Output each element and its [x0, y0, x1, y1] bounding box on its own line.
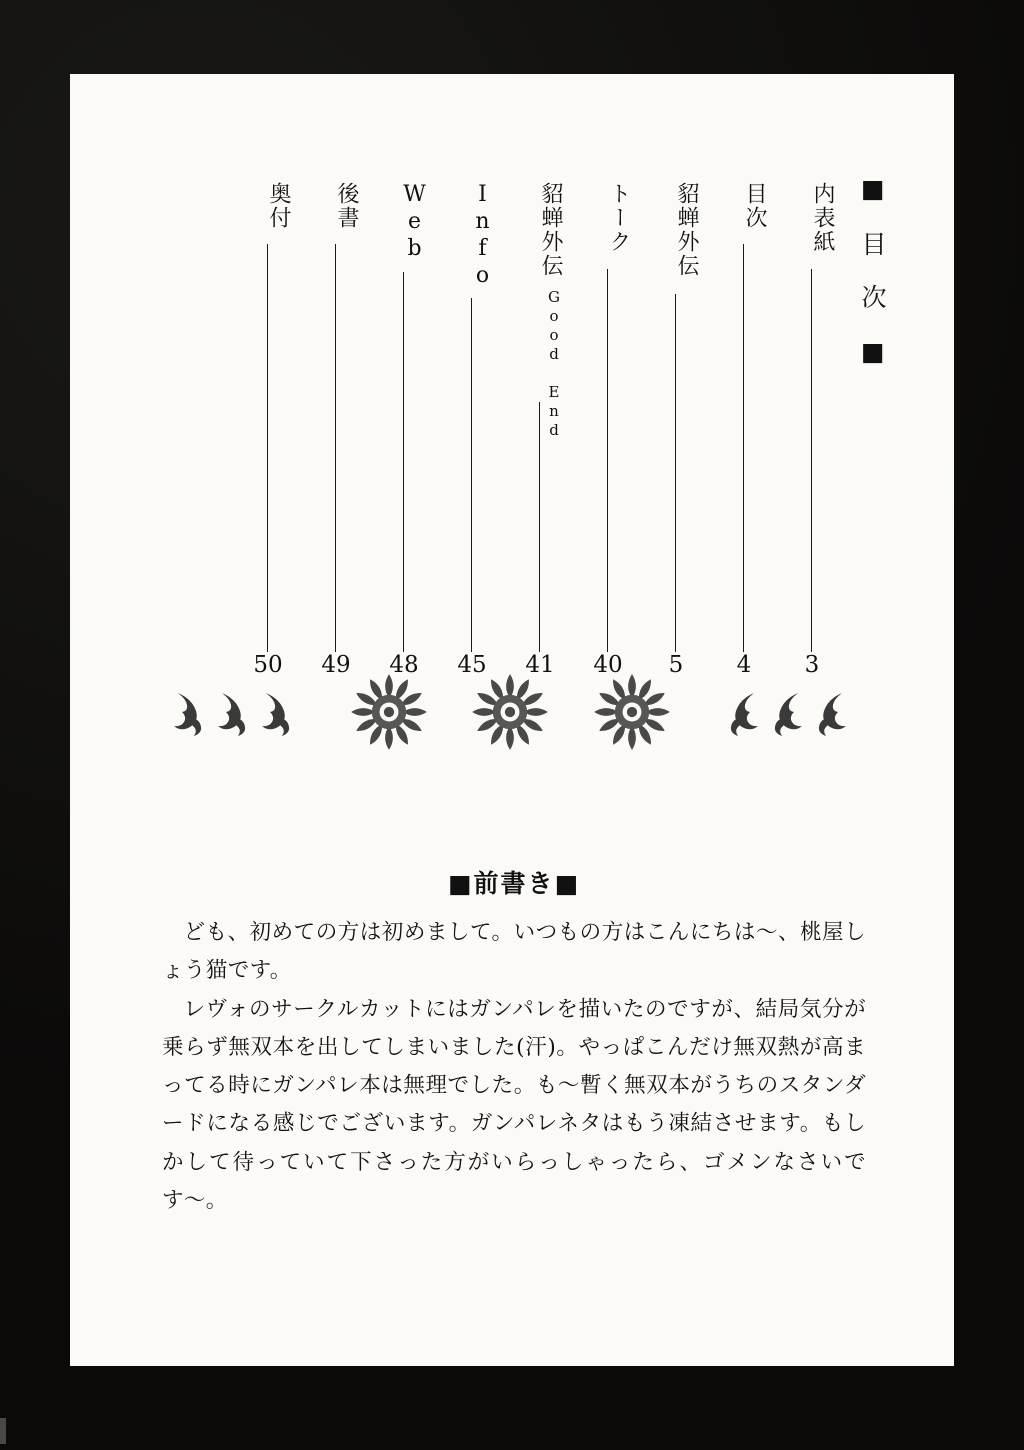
- toc-entry[interactable]: [654, 182, 698, 682]
- preface-paragraph: レヴォのサークルカットにはガンパレを描いたのですが、結局気分が乗らず無双本を出してしまいました(汗)。やっぱこんだけ無双熱が高まってる時にガンパレ本は無理でした。も〜暫く無双本がうちのスタンダードになる感じでございます。ガンパレネタはもう凍結させます。もしかして待っていて下さった方がいらっしゃったら、ゴメンなさいです〜。: [162, 996, 866, 1213]
- toc-page-number: 48: [389, 652, 419, 678]
- toc-leader-line: [811, 269, 812, 652]
- toc-entry[interactable]: [246, 182, 290, 682]
- preface-paragraph: ども、初めての方は初めまして。いつもの方はこんにちは〜、桃屋しょう猫です。: [162, 920, 866, 984]
- toc-page-number: 45: [457, 652, 487, 678]
- toc-leader-line: [471, 298, 472, 652]
- flower-ornament-2-icon: [467, 669, 553, 760]
- flower-ornament-3-icon: [589, 669, 675, 760]
- toc-entry-label: トーク: [606, 182, 631, 254]
- toc-entry-label: 後書: [334, 182, 359, 230]
- toc-leader-line: [335, 244, 336, 652]
- toc-entry-label: 貂蝉外伝: [538, 182, 563, 278]
- toc-entry[interactable]: [450, 182, 494, 682]
- toc-entry-label: 目次: [742, 182, 767, 230]
- toc-entry[interactable]: [314, 182, 358, 682]
- toc-heading: ■ 目 次 ■: [858, 174, 887, 376]
- flame-ornament-left-icon: [160, 683, 310, 746]
- toc-entry-label: 貂蝉外伝: [674, 182, 699, 278]
- toc-page-number: 49: [321, 652, 351, 678]
- toc-leader-line: [539, 402, 540, 652]
- preface-body: [162, 914, 866, 1220]
- toc-entry-label: Web: [402, 182, 427, 263]
- toc-entry-label: 奥付: [266, 182, 291, 230]
- toc-leader-line: [743, 244, 744, 652]
- toc-page-number: 5: [668, 652, 684, 678]
- toc-leader-line: [403, 272, 404, 652]
- toc-page-number: 3: [804, 652, 820, 678]
- toc-entry[interactable]: [382, 182, 426, 682]
- toc-entry[interactable]: [790, 182, 834, 682]
- toc-entry[interactable]: [722, 182, 766, 682]
- table-of-contents: [70, 74, 954, 714]
- preface-heading: ■前書き■: [447, 869, 581, 898]
- ornament-row: [160, 674, 860, 754]
- toc-leader-line: [675, 294, 676, 652]
- page-edge-marker: [0, 1418, 6, 1444]
- toc-entry-label: Info: [470, 182, 495, 290]
- toc-entry-subtitle: Good End: [545, 288, 563, 440]
- toc-entry[interactable]: [586, 182, 630, 682]
- flower-ornament-1-icon: [346, 669, 432, 760]
- toc-page-number: 41: [525, 652, 555, 678]
- toc-page-number: 4: [736, 652, 752, 678]
- flame-ornament-right-icon: [710, 683, 860, 746]
- toc-entry-label: 内表紙: [810, 182, 835, 254]
- scanned-page: [70, 74, 954, 1366]
- toc-page-number: 40: [593, 652, 623, 678]
- toc-entry[interactable]: [518, 182, 562, 682]
- preface-section: [162, 864, 866, 1220]
- toc-page-number: 50: [253, 652, 283, 678]
- toc-leader-line: [267, 244, 268, 652]
- toc-leader-line: [607, 269, 608, 652]
